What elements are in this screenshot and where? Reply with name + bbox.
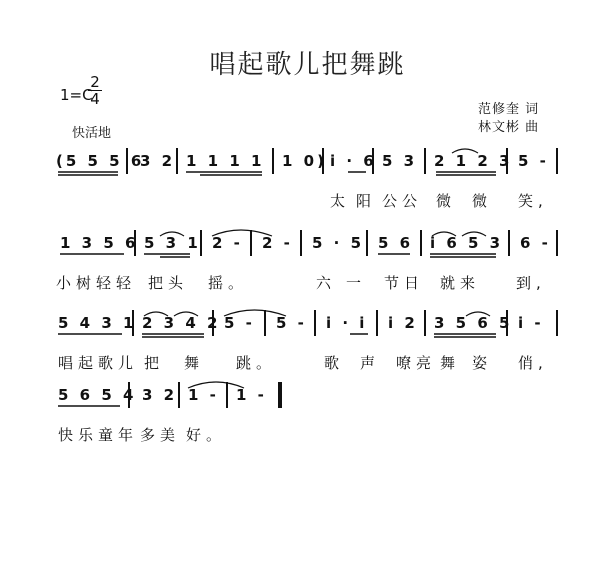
measure: 5 · 5 [312, 234, 365, 252]
lyric: 太 [330, 192, 351, 210]
lyric: 小树轻轻 [56, 274, 137, 292]
measure: 1 0) [282, 152, 327, 170]
lyric: 快乐童年 [58, 426, 139, 444]
measure: 5 6 5 4 [58, 386, 137, 404]
measure: 5 4 3 1 [58, 314, 137, 332]
measure: 2 1 2 3 [434, 152, 513, 170]
measure: 3 2 [142, 386, 178, 404]
lyric: 微 [472, 192, 493, 210]
lyricist-credit: 范修奎 词 [478, 102, 540, 117]
measure: i · 6 [330, 152, 377, 170]
meter-top: 2 [88, 74, 102, 91]
measure: i 2 [388, 314, 418, 332]
measure: 2 - [262, 234, 293, 252]
lyric: 到, [516, 274, 546, 292]
lyric: 跳。 [236, 354, 277, 372]
measure: 3 5 6 5 [434, 314, 513, 332]
measure: 1 1 1 1 [186, 152, 265, 170]
lyric: 嘹亮 [396, 354, 437, 372]
measure: 5 6 [378, 234, 414, 252]
score-line-1 [0, 146, 615, 236]
song-title: 唱起歌儿把舞跳 [209, 50, 406, 80]
lyric: 俏, [518, 354, 548, 372]
measure: i · i [326, 314, 368, 332]
measure: i - [518, 314, 544, 332]
composer-credit: 林文彬 曲 [478, 120, 540, 135]
lyric: 节日 [384, 274, 425, 292]
measure: (5 5 5 6 [56, 152, 145, 170]
measure: 5 - [224, 314, 255, 332]
lyric: 唱起歌儿 [58, 354, 139, 372]
measure: 5 3 1 [144, 234, 201, 252]
measure: i 6 5 3 [430, 234, 504, 252]
lyric: 把头 [148, 274, 189, 292]
measure: 5 3 [382, 152, 418, 170]
lyric: 摇。 [208, 274, 249, 292]
beam-lines [0, 308, 615, 348]
lyric: 六 [316, 274, 337, 292]
key-signature: 1=C [60, 86, 93, 104]
lyric: 把 [144, 354, 165, 372]
tempo-marking: 快活地 [72, 126, 112, 141]
lyric: 就来 [440, 274, 481, 292]
beam-lines [0, 228, 615, 268]
measure: 6 - [520, 234, 551, 252]
lyric: 微 [436, 192, 457, 210]
lyric: 歌 [324, 354, 345, 372]
lyric: 多美 [140, 426, 181, 444]
lyric: 公公 [382, 192, 423, 210]
lyric: 好。 [186, 426, 227, 444]
lyric: 一 [346, 274, 367, 292]
measure: 3 2 [140, 152, 176, 170]
lyric: 声 [360, 354, 381, 372]
measure: 1 - [188, 386, 219, 404]
measure: 2 3 4 2 [142, 314, 221, 332]
lyric: 姿 [472, 354, 493, 372]
measure: 2 - [212, 234, 243, 252]
lyric: 笑, [518, 192, 548, 210]
measure: 1 - [236, 386, 267, 404]
lyric: 舞 [440, 354, 461, 372]
score-line-2 [0, 228, 615, 318]
lyric: 舞 [184, 354, 205, 372]
measure: 5 - [276, 314, 307, 332]
beam-lines [0, 146, 615, 186]
measure: 1 3 5 6 [60, 234, 139, 252]
measure: 5 - [518, 152, 549, 170]
score-line-4 [0, 380, 615, 470]
time-signature [88, 74, 102, 107]
lyric: 阳 [356, 192, 377, 210]
beam-lines [0, 380, 615, 420]
meter-bottom: 4 [90, 90, 100, 108]
